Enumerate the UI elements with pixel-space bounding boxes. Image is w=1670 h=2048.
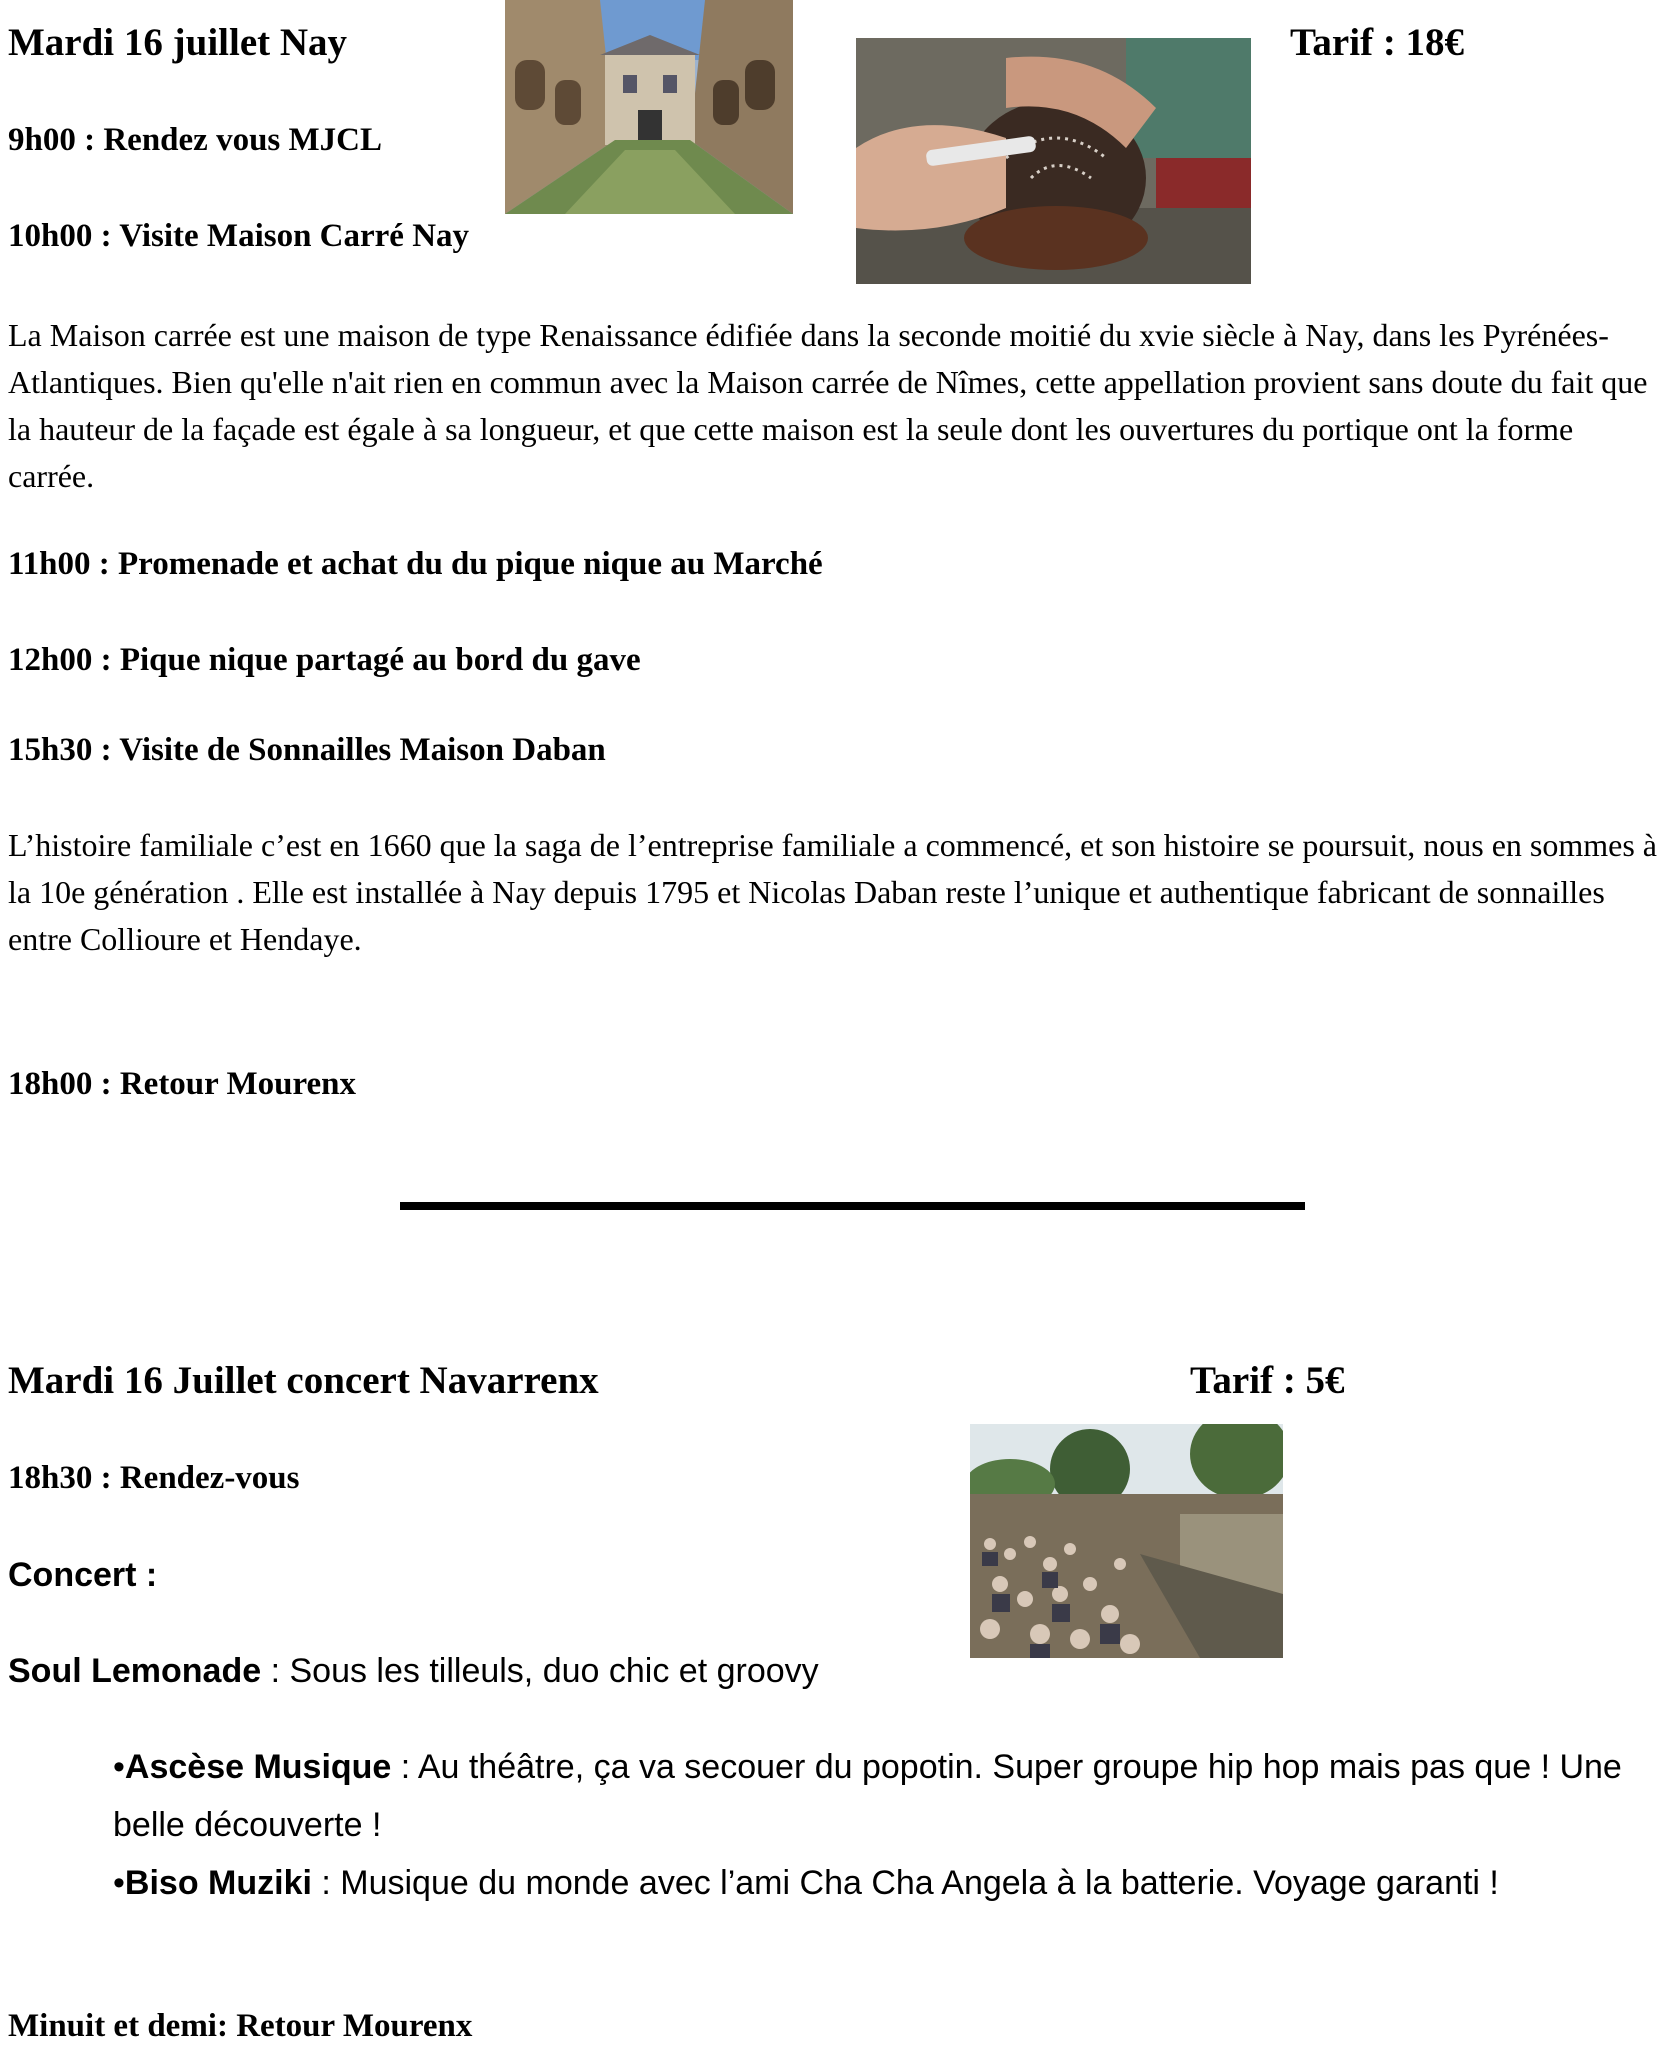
performer-description: : Au théâtre, ça va secouer du popotin. Super groupe hip hop mais pas que ! Une belle découverte ! [113,1748,1622,1844]
concert-crowd-photo [970,1424,1283,1658]
event2-title: Mardi 16 Juillet concert Navarrenx [8,1359,599,1402]
maison-description: La Maison carrée est une maison de type Renaissance édifiée dans la seconde moitié du xvie siècle à Nay, dans les Pyrénées-Atlantiques. Bien qu'elle n'ait rien en commun avec la Maison carrée de Nîmes, cette appellation provient sans doute du fait que la hauteur de la façade est égale à sa longueur, et que cette maison est la seule dont les ouvertures du portique ont la forme carrée. [8,317,1648,494]
bullet-marker: • [113,1748,125,1786]
return-time: 18h00 : Retour Mourenx [8,1066,357,1102]
schedule-item: 10h00 : Visite Maison Carré Nay [8,218,470,254]
list-item [113,1738,1658,1854]
list-item [113,1854,1658,1912]
event2-tarif: Tarif : 5€ [1190,1359,1345,1402]
schedule-item: 9h00 : Rendez vous MJCL [8,122,383,158]
schedule-item: 11h00 : Promenade et achat du du pique nique au Marché [8,546,823,582]
event1-tarif: Tarif : 18€ [1290,21,1465,64]
schedule-item: 15h30 : Visite de Sonnailles Maison Daban [8,732,606,768]
performer-name: Soul Lemonade [8,1652,262,1690]
bullet-marker: • [113,1864,125,1902]
section-divider [400,1202,1305,1210]
schedule-item: 12h00 : Pique nique partagé au bord du gave [8,642,641,678]
performer-description: : Sous les tilleuls, duo chic et groovy [261,1652,819,1690]
performer-name: Ascèse Musique [124,1748,392,1786]
daban-description: L’histoire familiale c’est en 1660 que la saga de l’entreprise familiale a commencé, et son histoire se poursuit, nous en sommes à la 10e génération . Elle est installée à Nay depuis 1795 et Nicolas Daban reste l’unique et authentique fabricant de sonnailles entre Collioure et Hendaye. [8,827,1657,957]
return-time: Minuit et demi: Retour Mourenx [8,2008,473,2044]
bell-engraving-photo [856,38,1251,284]
performer-name: Biso Muziki [124,1864,312,1902]
courtyard-photo [505,0,793,214]
performer-list [113,1738,1658,1912]
rendezvous-time: 18h30 : Rendez-vous [8,1460,300,1496]
event1-title: Mardi 16 juillet Nay [8,21,348,64]
concert-label: Concert : [8,1556,158,1594]
performer-soul-lemonade [8,1652,819,1691]
performer-description: : Musique du monde avec l’ami Cha Cha Angela à la batterie. Voyage garanti ! [311,1864,1499,1902]
